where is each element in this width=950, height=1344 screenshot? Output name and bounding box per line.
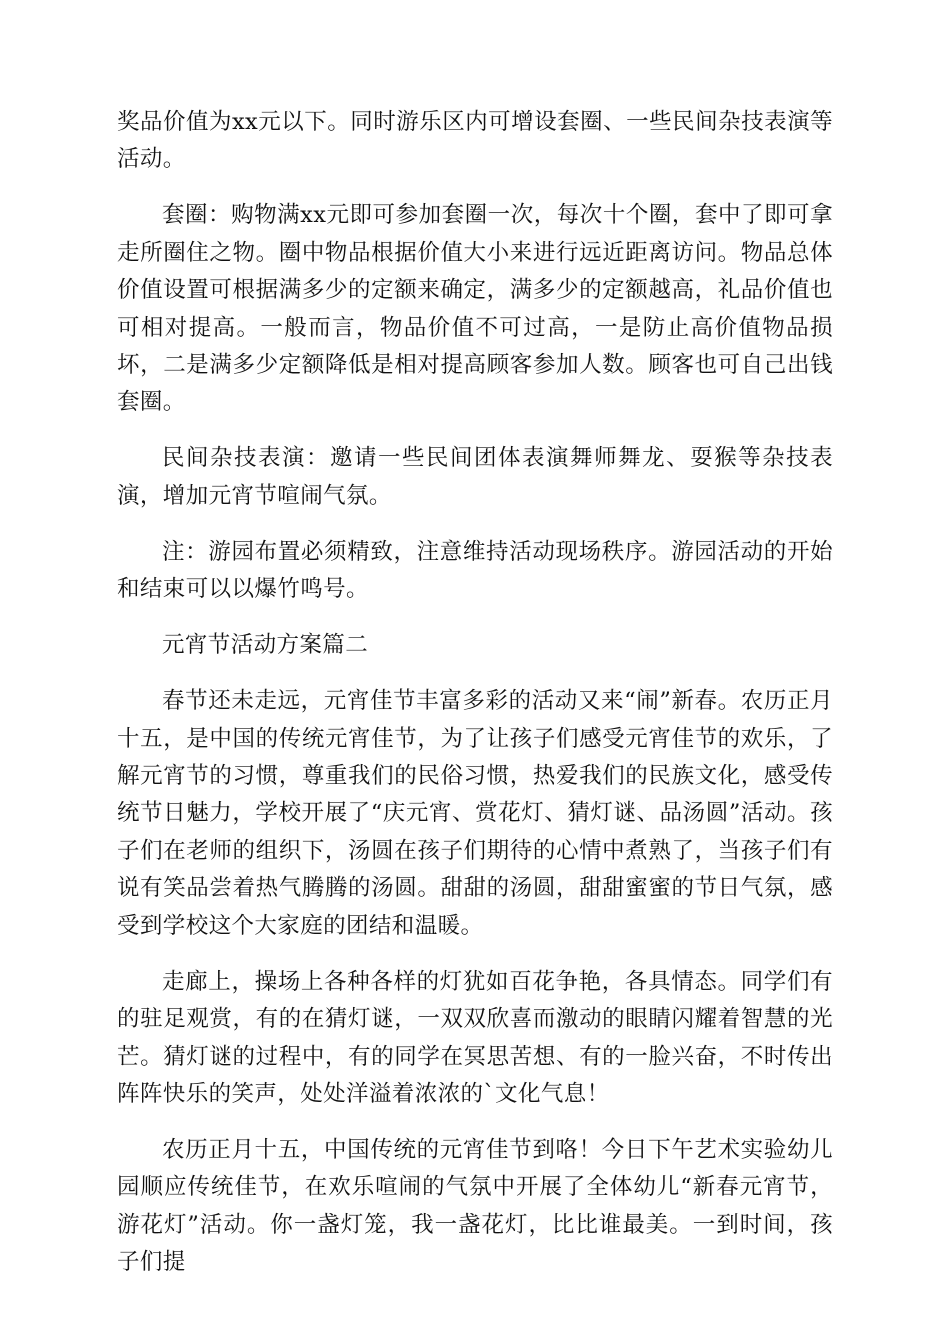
section-heading: 元宵节活动方案篇二 (162, 632, 369, 659)
paragraph-lanterns: 走廊上，操场上各种各样的灯犹如百花争艳，各具情态。同学们有的驻足观赏，有的在猜灯谜，一双双欣喜而激动的眼睛闪耀着智慧的光芒。猜灯谜的过程中，有的同学在冥思苦想、有的一脸兴奋，不时传出阵阵快乐的笑声，处处洋溢着浓浓的`文化气息！ (117, 968, 833, 1107)
paragraph-spring-festival: 春节还未走远，元宵佳节丰富多彩的活动又来“闹”新春。农历正月十五，是中国的传统元宵佳节，为了让孩子们感受元宵佳节的欢乐，了解元宵节的习惯，尊重我们的民俗习惯，热爱我们的民族文化，感受传统节日魅力，学校开展了“庆元宵、赏花灯、猜灯谜、品汤圆”活动。孩子们在老师的组织下，汤圆在孩子们期待的心情中煮熟了，当孩子们有说有笑品尝着热气腾腾的汤圆。甜甜的汤圆，甜甜蜜蜜的节日气氛，感受到学校这个大家庭的团结和温暖。 (117, 688, 833, 939)
document-body (117, 104, 833, 1300)
paragraph-prize-value: 奖品价值为xx元以下。同时游乐区内可增设套圈、一些民间杂技表演等活动。 (117, 109, 833, 173)
paragraph-note: 注：游园布置必须精致，注意维持活动现场秩序。游园活动的开始和结束可以以爆竹鸣号。 (117, 538, 833, 603)
paragraph-kindergarten: 农历正月十五，中国传统的元宵佳节到咯！今日下午艺术实验幼儿园顺应传统佳节，在欢乐喧闹的气氛中开展了全体幼儿“新春元宵节，游花灯”活动。你一盏灯笼，我一盏花灯，比比谁最美。一到时间，孩子们提 (117, 1136, 833, 1276)
paragraph-ring-toss: 套圈：购物满xx元即可参加套圈一次，每次十个圈，套中了即可拿走所圈住之物。圈中物品根据价值大小来进行远近距离访问。物品总体价值设置可根据满多少的定额来确定，满多少的定额越高，礼品价值也可相对提高。一般而言，物品价值不可过高，一是防止高价值物品损坏，二是满多少定额降低是相对提高顾客参加人数。顾客也可自己出钱套圈。 (117, 202, 833, 416)
paragraph-folk-acrobatics: 民间杂技表演：邀请一些民间团体表演舞师舞龙、耍猴等杂技表演，增加元宵节喧闹气氛。 (117, 445, 833, 509)
